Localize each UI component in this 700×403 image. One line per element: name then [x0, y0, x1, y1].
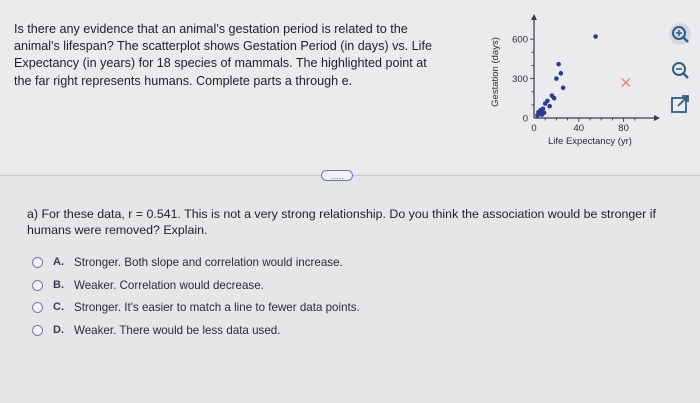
option-text: Stronger. It's easier to match a line to fewer data points.	[74, 301, 360, 314]
zoom-in-icon[interactable]	[665, 22, 695, 48]
radio-button[interactable]	[32, 325, 43, 336]
more-button-label: .....	[331, 171, 344, 181]
y-tick-label: 0	[522, 113, 528, 125]
y-tick-label: 300	[512, 74, 528, 86]
data-point	[593, 34, 598, 39]
data-point	[554, 76, 559, 81]
data-point	[545, 99, 550, 104]
option-letter: B.	[53, 278, 64, 291]
radio-button[interactable]	[32, 257, 43, 268]
answer-options	[32, 255, 452, 345]
option-letter: A.	[53, 256, 64, 268]
x-tick-label: 0	[531, 123, 537, 134]
data-point	[561, 85, 566, 90]
scatterplot	[486, 16, 676, 156]
y-axis-label: Gestation (days)	[490, 37, 501, 107]
data-point	[542, 110, 547, 115]
option-d[interactable]	[32, 323, 452, 346]
data-point	[547, 104, 552, 109]
scatterplot-svg	[486, 16, 676, 156]
data-point	[541, 107, 546, 112]
radio-button[interactable]	[32, 302, 43, 313]
option-letter: D.	[53, 323, 64, 336]
problem-intro: Is there any evidence that an animal's gestation period is related to the animal's lifespan? The scatterplot shows Gestation Period (in days) vs. Life Expectancy (in years) for 18 species of mammals. The highlighted point at the far right represents humans. Complete parts a through e.	[14, 22, 432, 88]
open-external-icon[interactable]	[665, 92, 695, 118]
option-text: Stronger. Both slope and correlation would increase.	[74, 256, 343, 269]
option-b[interactable]	[32, 278, 452, 301]
option-c[interactable]	[32, 300, 452, 323]
y-tick-label: 600	[512, 34, 528, 46]
x-axis-label: Life Expectancy (yr)	[548, 136, 632, 147]
radio-button[interactable]	[32, 280, 43, 291]
x-tick-label: 80	[618, 123, 629, 134]
plot-toolbar	[665, 22, 699, 122]
expand-more-button[interactable]	[321, 170, 353, 181]
x-tick-label: 40	[573, 123, 585, 134]
option-letter: C.	[53, 301, 64, 313]
question-part-a: a) For these data, r = 0.541. This is not a very strong relationship. Do you think the association would be stronger if humans were removed? Explain.	[27, 207, 656, 237]
zoom-out-icon[interactable]	[665, 58, 695, 84]
data-point	[556, 62, 561, 67]
data-point	[552, 96, 557, 101]
option-text: Weaker. There would be less data used.	[74, 323, 281, 337]
option-a[interactable]	[32, 255, 452, 278]
data-point	[559, 71, 564, 76]
data-point-human	[622, 79, 630, 87]
option-text: Weaker. Correlation would decrease.	[74, 278, 264, 292]
x-axis-arrow	[654, 115, 660, 121]
